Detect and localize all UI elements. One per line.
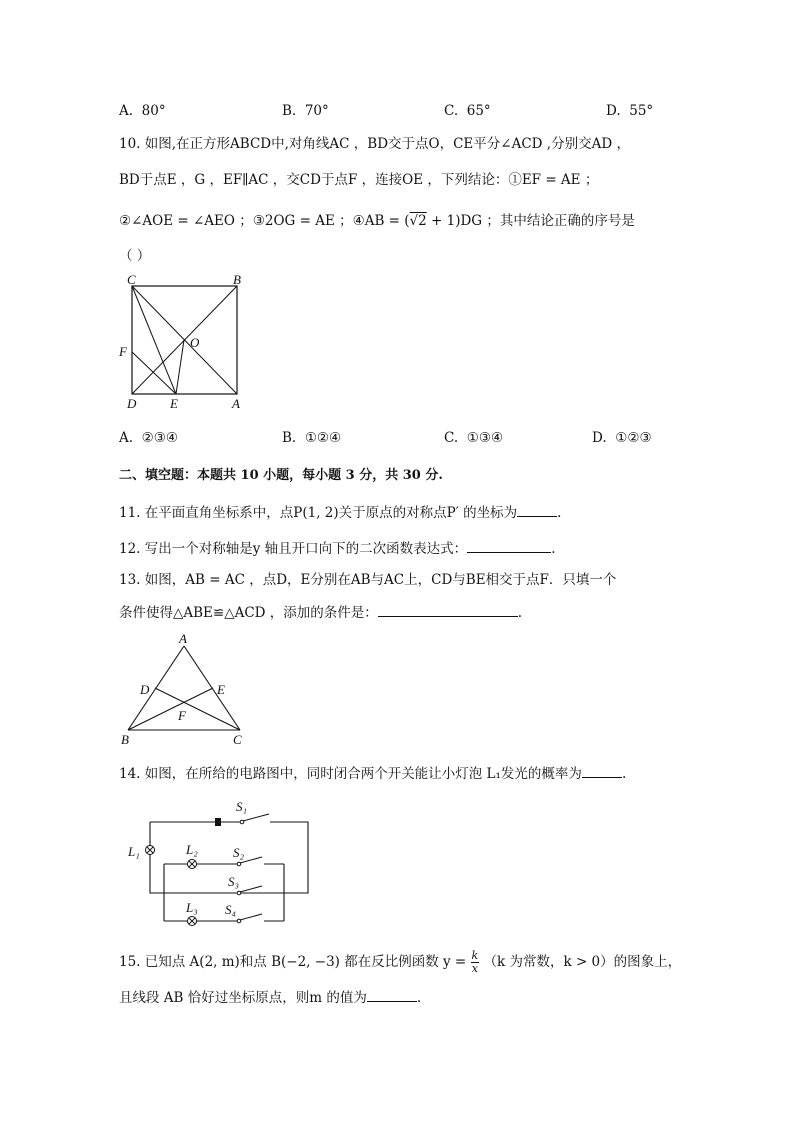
- q9-option-b: B. 70°: [282, 103, 329, 119]
- q13-line-1: 13. 如图，AB = AC ，点D，E分别在AB与AC上，CD与BE相交于点F．只填一个: [119, 572, 617, 588]
- q14-circuit-figure: [126, 796, 316, 931]
- q9-option-a: A. 80°: [119, 103, 166, 119]
- q10-line-3: ②∠AOE = ∠AEO ；③2OG = AE ；④AB = (√2 + 1)DG ；其中结论正确的序号是: [119, 213, 635, 229]
- q14-answer-blank[interactable]: [582, 763, 622, 778]
- q15-answer-blank[interactable]: [367, 987, 417, 1002]
- q10-line-2: BD于点E ，G ，EF∥AC ，交CD于点F ，连接OE ，下列结论：①EF = AE ；: [119, 172, 599, 188]
- circuit-label-s4: S₄: [225, 902, 237, 917]
- q10-option-a: A. ②③④: [119, 430, 178, 446]
- q9-option-d: D. 55°: [606, 103, 654, 119]
- circuit-label-l1: L₁: [128, 844, 140, 859]
- q12-text: 12. 写出一个对称轴是y 轴且开口向下的二次函数表达式： .: [119, 538, 555, 559]
- q13-answer-blank[interactable]: [378, 602, 518, 617]
- fig13-label-c: C: [233, 732, 242, 747]
- fig10-label-d: D: [127, 396, 137, 411]
- q10-answer-bracket: （ ）: [119, 248, 151, 264]
- q11-answer-blank[interactable]: [517, 502, 557, 517]
- fig10-label-b: B: [233, 272, 241, 287]
- circuit-label-l3: L₃: [186, 900, 198, 915]
- fig13-label-f: F: [178, 708, 186, 723]
- fig13-label-e: E: [217, 682, 225, 697]
- circuit-label-s3: S₃: [228, 874, 240, 889]
- q10-square-figure: [118, 272, 253, 417]
- section-heading-fill-in: 二、填空题：本题共 10 小题，每小题 3 分，共 30 分.: [119, 468, 443, 483]
- q10-option-b: B. ①②④: [282, 430, 342, 446]
- q15-line-2: 且线段 AB 恰好过坐标原点，则m 的值为 .: [119, 987, 421, 1008]
- circuit-label-s1: S₁: [236, 799, 248, 814]
- fig13-label-b: B: [121, 732, 129, 747]
- sqrt-two: √2: [409, 213, 427, 229]
- q13-line-2: 条件使得△ABE≌△ACD ，添加的条件是： .: [119, 602, 522, 623]
- q15-fraction: $\frac{k}{x}$: [471, 949, 479, 975]
- q10-line-1: 10. 如图,在正方形ABCD中,对角线AC ，BD交于点O，CE平分∠ACD ,分别交AD ，: [119, 136, 630, 152]
- q13-triangle-figure: [116, 628, 256, 750]
- q9-option-c: C. 65°: [444, 103, 491, 119]
- q15-line-1: 15. 已知点 A(2, m)和点 B(−2, −3) 都在反比例函数 y = $\frac{k}{x}$ （k 为常数，k > 0）的图象上，: [119, 949, 682, 975]
- q12-answer-blank[interactable]: [467, 538, 551, 553]
- circuit-label-l2: L₂: [186, 842, 198, 857]
- fig10-label-a: A: [232, 396, 240, 411]
- fig10-label-f: F: [119, 344, 127, 359]
- fig10-label-c: C: [127, 272, 136, 287]
- q11-text: 11. 在平面直角坐标系中，点P(1, 2)关于原点的对称点P′ 的坐标为 .: [119, 502, 561, 523]
- fig10-label-o: O: [190, 335, 200, 350]
- q14-text: 14. 如图，在所给的电路图中，同时闭合两个开关能让小灯泡 L₁发光的概率为 .: [119, 763, 626, 784]
- fig10-label-e: E: [170, 396, 178, 411]
- fig13-label-a: A: [179, 631, 187, 646]
- circuit-label-s2: S₂: [233, 845, 245, 860]
- q10-option-d: D. ①②③: [592, 430, 652, 446]
- q10-option-c: C. ①③④: [444, 430, 504, 446]
- fig13-label-d: D: [140, 682, 150, 697]
